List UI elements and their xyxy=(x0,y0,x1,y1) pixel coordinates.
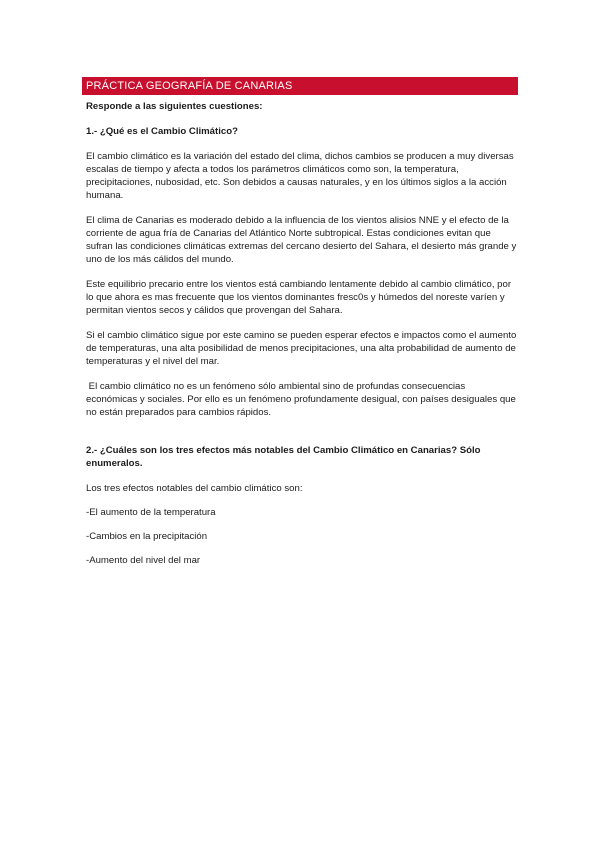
effect-list-item: -Aumento del nivel del mar xyxy=(86,555,201,566)
effect-list-item: -El aumento de la temperatura xyxy=(86,507,216,518)
question-1-paragraph: Si el cambio climático sigue por este camino se pueden esperar efectos e impactos como el aumento de temperaturas, una alta posibilidad de menos precipitaciones, una alta probabilidad de aumento de temperaturas y el nivel del mar. xyxy=(86,330,517,367)
question-1-title: 1.- ¿Qué es el Cambio Climático? xyxy=(86,126,238,137)
document-content xyxy=(86,100,518,567)
question-2-title: 2.- ¿Cuáles son los tres efectos más notables del Cambio Climático en Canarias? Sólo enumeralos. xyxy=(86,445,481,469)
question-1-paragraph: El clima de Canarias es moderado debido a la influencia de los vientos alisios NNE y el efecto de la corriente de agua fría de Canarias del Atlántico Norte subtropical. Estas condiciones evitan que sufran las condiciones climáticas extremas del cercano desierto del Sahara, el desierto más grande y uno de los más cálidos del mundo. xyxy=(86,215,517,265)
question-1-paragraph: El cambio climático es la variación del estado del clima, dichos cambios se producen a muy diversas escalas de tiempo y afecta a todos los parámetros climáticos como son, la temperatura, precipitaciones, nubosidad, etc. Son debidos a causas naturales, y en los últimos siglos a la acción humana. xyxy=(86,151,514,201)
question-1-paragraph: Este equilibrio precario entre los vientos está cambiando lentamente debido al cambio climático, por lo que ahora es mas frecuente que los vientos dominantes fresc0s y húmedos del noreste varíen y permitan vientos secos y cálidos que provengan del Sahara. xyxy=(86,279,512,316)
instructions-heading: Responde a las siguientes cuestiones: xyxy=(86,101,263,112)
question-1-paragraph: El cambio climático no es un fenómeno sólo ambiental sino de profundas consecuencias económicas y sociales. Por ello es un fenómeno profundamente desigual, con países desiguales que no están preparados para cambios rápidos. xyxy=(86,381,519,418)
effect-list-item: -Cambios en la precipitación xyxy=(86,531,208,542)
section-title-banner: PRÁCTICA GEOGRAFÍA DE CANARIAS xyxy=(82,77,518,95)
question-2-lead: Los tres efectos notables del cambio climático son: xyxy=(86,483,303,494)
